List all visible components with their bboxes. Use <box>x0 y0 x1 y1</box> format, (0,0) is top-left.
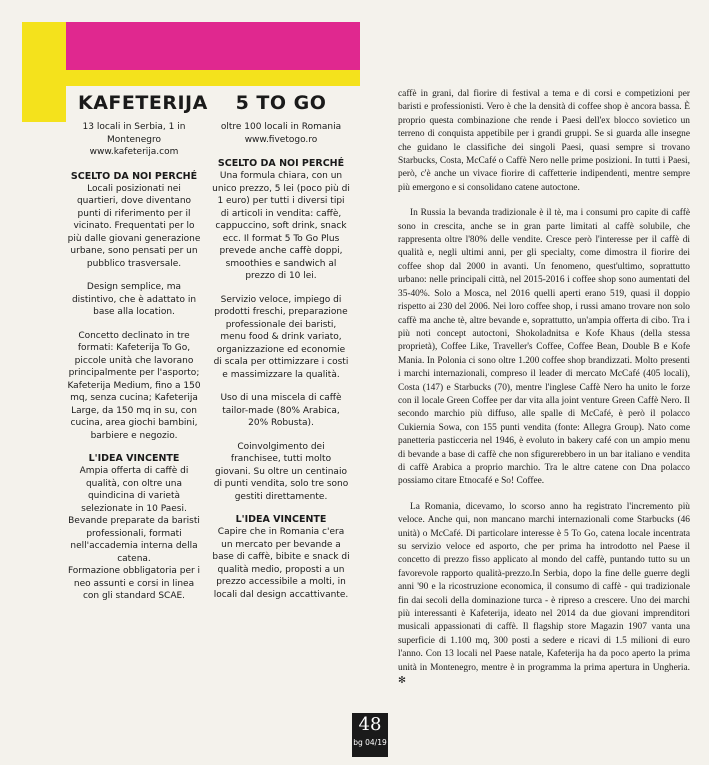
article-paragraph-1: caffè in grani, dal fiorire di festival a tema e di corsi e competizioni per baristi e professionisti. Vero è che la densità di coffee shop è ancora bassa. È proprio questa combinazione che rende i Paesi dell'ex blocco sovietico un terreno di conquista appetibile per i grandi gruppi. Se si guarda alle insegne che guidano le classifiche dei singoli Paesi, quasi sempre si trovano Starbucks, Costa, McCafé o Caffè Nero nelle prime posizioni. In tutti i Paesi, però, c'è anche un vivace fiorire di caffetterie indipendenti, mentre sempre più emergono e si consolidano catene autoctone. <box>398 89 690 193</box>
kafeterija-heading-idea: L'IDEA VINCENTE <box>88 453 180 464</box>
kafeterija-para-2: Design semplice, ma distintivo, che è adattato in base alla location. <box>71 282 197 317</box>
article-body <box>398 88 690 700</box>
yellow-decor-block <box>22 22 66 122</box>
fivetogo-para-5: Capire che in Romania c'era un mercato per bevande a base di caffè, bibite e snack di qualità medio, proposti a un prezzo accessibile a molti, in locali dal design accattivante. <box>212 527 350 600</box>
fivetogo-meta: oltre 100 locali in Romania www.fivetogo.ro <box>220 122 342 145</box>
kafeterija-para-3: Concetto declinato in tre formati: Kafeterija To Go, piccole unità che lavorano principalmente per l'asporto; Kafeterija Medium, fino a 150 mq, senza cucina; Kafeterija Large, da 150 mq in su, con cucina, area giochi bambini, barbiere e negozio. <box>67 330 201 441</box>
magenta-decor-bar <box>22 22 360 70</box>
yellow-decor-bar <box>22 70 360 86</box>
page-number: 48 <box>358 714 382 735</box>
article-paragraph-2: In Russia la bevanda tradizionale è il tè, ma i consumi pro capite di caffè sono in crescita, anche se in gran parte limitati al caffè solubile, che rappresenta oltre l'80% delle vendite. Cresce però l'interesse per il caffè di qualità e, negli ultimi anni, per gli specialty, come dimostra il fiorire dei coffee shop dal 2000 in avanti. Un fenomeno, quest'ultimo, soprattutto urbano: nelle principali città, nel 2015-2016 i coffee shop sono aumentati del 35-40%. Solo a Mosca, nel 2016 quelli aperti erano 519, quasi il doppio rispetto ai 230 del 2006. Nei loro coffee shop, i russi amano trovare non solo caffè ma anche tè, altre bevande e, soprattutto, un'ampia offerta di cibo. Tra i più noti concept autoctoni, Shokoladnitsa e Kofe Khaus (della stessa proprietà), Coffee Like, Traveller's Coffee, Coffee Bean, Double B e Kofe Mania. In Polonia ci sono oltre 1.200 coffee shop brandizzati. Molto presenti i marchi internazionali, compreso il leader di mercato McCafé (405 locali), Costa (147) e Starbucks (70), mentre l'inglese Caffè Nero ha unito le forze con il locale Green Coffee per dar vita alla joint venture Green Caffè Nero. Il secondo marchio più diffuso, alle spalle di McCafé, è però il polacco Cukiernia Sowa, con 155 punti vendita (fonte: Allegra Group). Nato come panetteria pasticceria nel 1946, è evoluto in bakery café con un ampio menu di bevande a base di caffè che non sfigurerebbero in un bar italiano e vendita di caffè Arabica a proprio marchio. Tra le altre catene con Dna polacco possiamo citare Etnocafé e So! Coffee. <box>398 208 690 487</box>
kafeterija-meta: 13 locali in Serbia, 1 in Montenegro www.kafeterija.com <box>82 122 186 157</box>
kafeterija-para-4: Ampia offerta di caffè di qualità, con oltre una quindicina di varietà selezionate in 10 Paesi. <box>79 466 189 514</box>
fivetogo-para-1: Una formula chiara, con un unico prezzo, 5 lei (poco più di 1 euro) per tutti i diversi tipi di articoli in vendita: caffè, cappuccino, soft drink, snack ecc. Il format 5 To Go Plus prevede anche caffè doppi, smoothies e sandwich al prezzo di 10 lei. <box>212 171 350 281</box>
kafeterija-para-5: Bevande preparate da baristi professionali, formati nell'accademia interna della catena. <box>68 516 200 564</box>
fivetogo-heading-why: SCELTO DA NOI PERCHÉ <box>217 158 345 169</box>
article-paragraph-3: La Romania, dicevamo, lo scorso anno ha registrato l'incremento più veloce. Anche qui, non mancano marchi internazionali come Starbucks (46 unità) o McCafé. Di particolare interesse è 5 To Go, catena locale incentrata su servizio veloce ed asporto, che per prima ha introdotto nel Paese il concetto di prezzo fisso applicato al mondo del caffè, puntando tutto su un favorevole rapporto qualità-prezzo.In Serbia, dopo la fine delle guerre degli anni '90 e la ricostruzione economica, il consumo di caffè - qui tradizionale fin dai secoli della dominazione turca - è ripreso a crescere. Uno dei marchi più interessanti è Kafeterija, ideato nel 2014 da due giovani imprenditori musicali appassionati di caffè. Il flagship store Magazin 1907 vanta una superficie di 1.100 mq, 300 posti a sedere e ricavi di 1.5 milioni di euro l'anno. Con 13 locali nel Paese natale, Kafeterija ha da poco aperto la prima unità in Montenegro, mentre è in programma la prima apertura in Ungheria. ✻ <box>398 501 690 687</box>
fivetogo-para-4: Coinvolgimento dei franchisee, tutti molto giovani. Su oltre un centinaio di punti vendita, solo tre sono gestiti direttamente. <box>213 441 349 502</box>
kafeterija-para-1: Locali posizionati nei quartieri, dove diventano punti di riferimento per il vicinato. Frequentati per lo più dalle giovani generazione urbane, sono pensati per un pubblico trasversale. <box>67 183 201 269</box>
fivetogo-heading-idea: L'IDEA VINCENTE <box>235 514 327 525</box>
kafeterija-heading-why: SCELTO DA NOI PERCHÉ <box>70 170 198 182</box>
fivetogo-para-2: Servizio veloce, impiego di prodotti freschi, preparazione professionale dei baristi, menu food & drink variato, organizzazione ed economie di scala per ottimizzare i costi e massimizzare la qualità. <box>213 294 349 380</box>
fivetogo-column <box>212 92 350 612</box>
kafeterija-title: KAFETERIJA <box>78 92 208 114</box>
kafeterija-para-6: Formazione obbligatoria per i neo assunti e corsi in linea con gli standard SCAE. <box>67 566 201 601</box>
fivetogo-title: 5 TO GO <box>235 92 327 114</box>
page-number-badge <box>352 713 388 757</box>
kafeterija-column <box>66 92 208 614</box>
fivetogo-para-3: Uso di una miscela di caffè tailor-made (80% Arabica, 20% Robusta). <box>220 393 342 428</box>
issue-label: bg 04/19 <box>353 738 387 747</box>
